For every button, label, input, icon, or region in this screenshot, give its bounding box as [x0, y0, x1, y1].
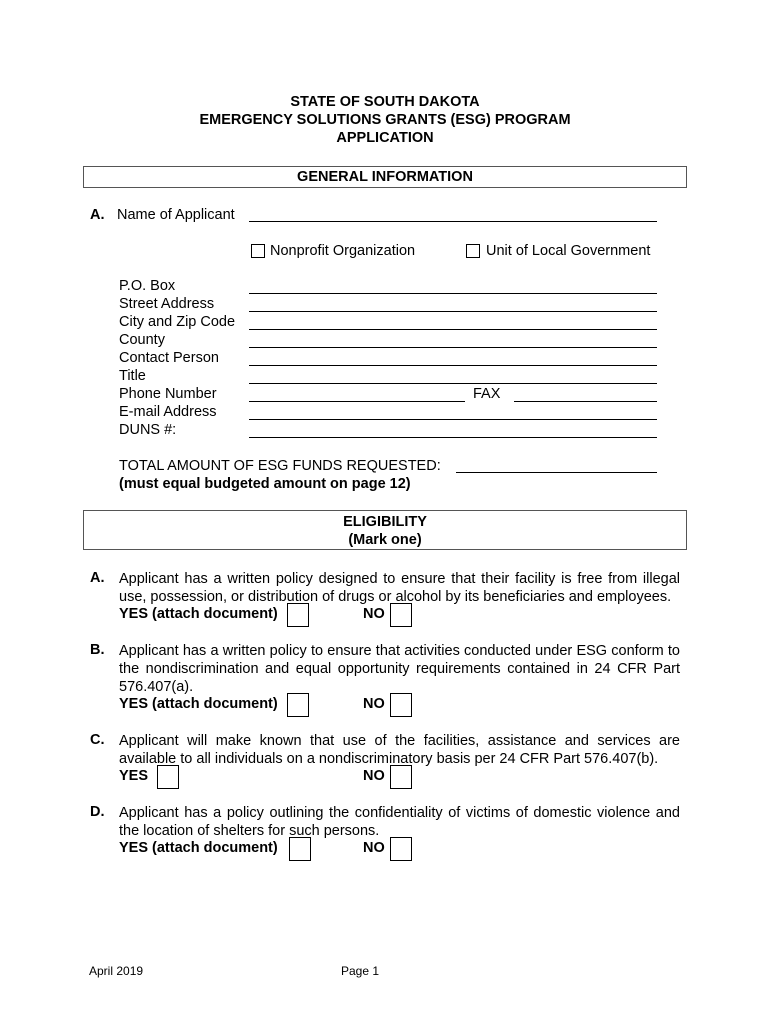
county-label: County [119, 332, 165, 348]
phone-number-label: Phone Number [119, 386, 217, 402]
po-box-label: P.O. Box [119, 278, 176, 294]
form-title-program: EMERGENCY SOLUTIONS GRANTS (ESG) PROGRAM [199, 112, 571, 128]
city-zip-label: City and Zip Code [119, 314, 236, 330]
form-title-state: STATE OF SOUTH DAKOTA [290, 94, 480, 110]
name-of-applicant-field[interactable] [249, 221, 657, 222]
eligibility-no-box-d[interactable] [390, 837, 412, 861]
title-field[interactable] [249, 383, 657, 384]
eligibility-no-box-c[interactable] [390, 765, 412, 789]
total-amount-note: (must equal budgeted amount on page 12) [119, 476, 411, 492]
fax-label: FAX [473, 386, 501, 402]
general-information-heading-box [83, 166, 687, 188]
eligibility-yes-label-b: YES (attach document) [119, 696, 278, 712]
eligibility-no-label-c: NO [363, 768, 385, 784]
contact-person-label: Contact Person [119, 350, 219, 366]
eligibility-text-c: Applicant will make known that use of the facilities, assistance and services are available to all individuals on a nondiscriminatory basis per 24 CFR Part 576.407(b). [119, 733, 680, 767]
eligibility-letter-c: C. [90, 732, 105, 748]
eligibility-no-box-a[interactable] [390, 603, 412, 627]
local-government-label: Unit of Local Government [486, 243, 651, 259]
eligibility-yes-box-c[interactable] [157, 765, 179, 789]
email-address-label: E-mail Address [119, 404, 217, 420]
duns-field[interactable] [249, 437, 657, 438]
eligibility-no-label-b: NO [363, 696, 385, 712]
eligibility-heading-box [83, 510, 687, 550]
eligibility-letter-b: B. [90, 642, 105, 658]
eligibility-yes-box-d[interactable] [289, 837, 311, 861]
eligibility-text-d: Applicant has a policy outlining the confidentiality of victims of domestic violence and the location of shelters for such persons. [119, 805, 680, 839]
street-address-label: Street Address [119, 296, 215, 312]
eligibility-heading: ELIGIBILITY [343, 514, 427, 530]
po-box-field[interactable] [249, 293, 657, 294]
eligibility-yes-box-a[interactable] [287, 603, 309, 627]
eligibility-yes-box-b[interactable] [287, 693, 309, 717]
eligibility-yes-label-d: YES (attach document) [119, 840, 278, 856]
section-letter-a: A. [90, 207, 105, 223]
nonprofit-label: Nonprofit Organization [270, 243, 416, 259]
local-government-checkbox[interactable] [466, 244, 480, 258]
street-address-field[interactable] [249, 311, 657, 312]
title-label: Title [119, 368, 146, 384]
footer-date: April 2019 [89, 964, 144, 978]
eligibility-no-label-a: NO [363, 606, 385, 622]
form-title-application: APPLICATION [336, 130, 434, 146]
eligibility-yes-label-a: YES (attach document) [119, 606, 278, 622]
footer-page-number: Page 1 [341, 964, 380, 978]
eligibility-no-label-d: NO [363, 840, 385, 856]
fax-field[interactable] [514, 401, 657, 402]
general-information-heading: GENERAL INFORMATION [297, 169, 473, 185]
eligibility-text-a: Applicant has a written policy designed to ensure that their facility is free from illegal use, possession, or distribution of drugs or alcohol by its beneficiaries and employees. [119, 571, 680, 605]
contact-person-field[interactable] [249, 365, 657, 366]
eligibility-letter-a: A. [90, 570, 105, 586]
eligibility-no-box-b[interactable] [390, 693, 412, 717]
name-of-applicant-label: Name of Applicant [117, 207, 235, 223]
nonprofit-checkbox[interactable] [251, 244, 265, 258]
county-field[interactable] [249, 347, 657, 348]
city-zip-field[interactable] [249, 329, 657, 330]
eligibility-yes-label-c: YES [119, 768, 149, 784]
total-amount-label: TOTAL AMOUNT OF ESG FUNDS REQUESTED: [119, 458, 441, 474]
total-amount-field[interactable] [456, 472, 657, 473]
eligibility-subheading: (Mark one) [348, 532, 422, 548]
duns-label: DUNS #: [119, 422, 177, 438]
eligibility-letter-d: D. [90, 804, 105, 820]
phone-number-field[interactable] [249, 401, 465, 402]
email-address-field[interactable] [249, 419, 657, 420]
eligibility-text-b: Applicant has a written policy to ensure that activities conducted under ESG conform to the nondiscrimination and equal opportunity requirements contained in 24 CFR Part 576.407(a). [119, 643, 680, 695]
